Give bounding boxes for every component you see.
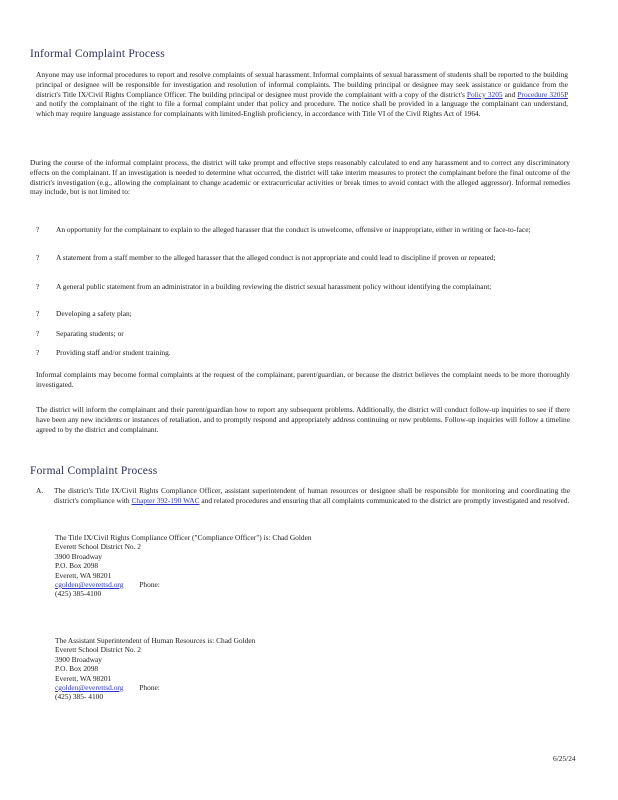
address-line: Everett School District No. 2 (55, 542, 142, 552)
formal-item-a (36, 486, 570, 516)
informal-intro-post: and notify the complainant of the right to file a formal complaint under that policy and procedure. The notice shall be provided in a language the complainant can understand, which may require language assistance for complainants with limited-English proficiency, in accordance with Title VI of the Civil Rights Act of 1964. (36, 99, 568, 119)
bullet-item (36, 329, 570, 339)
chapter-392-190-wac-link[interactable]: Chapter 392-190 WAC (131, 495, 200, 505)
bullet-item (36, 348, 570, 358)
procedure-3205p-link[interactable]: Procedure 3205P (517, 89, 568, 99)
during-paragraph: During the course of the informal complaint process, the district will take prompt and effective steps reasonably calculated to end any harassment and to correct any discriminatory effects on the complainant. If an investigation is needed to determine what occurred, the district will take interim measures to protect the complainant before the final outcome of the district's investigation (e.g., allowing the complainant to change academic or extracurricular activities or break times to avoid contact with the alleged aggressor). Informal remedies may include, but is not limited to: (30, 158, 570, 197)
formal-item-marker: A. (36, 486, 44, 495)
bullet-item (36, 309, 570, 319)
bullet-text: A statement from a staff member to the alleged harasser that the alleged conduct is not appropriate and could lead to discipline if proven or repeated; (56, 253, 496, 262)
footer-date: 6/25/24 (553, 754, 576, 763)
bullet-text: Developing a safety plan; (56, 309, 132, 318)
bullet-item (36, 282, 570, 302)
email-phone-line (55, 580, 355, 589)
informal-intro-pre: Anyone may use informal procedures to report and resolve complaints of sexual harassment. Informal complaints of sexual harassment of students shall be reported to the building principal or designee will be responsible for investigation and resolution of informal complaints. The building principal or designee may seek assistance or guidance from the district's Title IX/Civil Rights Compliance Officer. The building principal or designee must provide the complainant with a copy of the district's (36, 70, 568, 99)
formal-heading: Formal Complaint Process (30, 465, 158, 477)
email-phone-line (55, 683, 355, 692)
bullet-mark: ? (36, 348, 40, 357)
address-line: Everett, WA 98201 (55, 570, 112, 580)
bullet-text: Providing staff and/or student training. (56, 348, 171, 357)
compliance-officer-phone: (425) 385-4100 (55, 589, 102, 599)
may-become-formal-paragraph: Informal complaints may become formal complaints at the request of the complainant, parent/guardian, or because the district believes the complaint needs to be more thoroughly investigated. (36, 370, 570, 389)
address-line: 3900 Broadway (55, 654, 103, 664)
assistant-superintendent-email-link[interactable]: cgolden@everettsd.org (55, 682, 124, 692)
address-line: P.O. Box 2098 (55, 561, 99, 571)
formal-item-text (54, 486, 570, 506)
compliance-officer-email-link[interactable]: cgolden@everettsd.org (55, 579, 124, 589)
address-line: P.O. Box 2098 (55, 664, 99, 674)
bullet-mark: ? (36, 329, 40, 338)
assistant-superintendent-label: The Assistant Superintendent of Human Resources is: Chad Golden (55, 636, 256, 645)
policy-3205-link[interactable]: Policy 3205 (466, 89, 503, 99)
formal-item-pre: The district's Title IX/Civil Rights Compliance Officer, assistant superintendent of human resources or designee shall be responsible for monitoring and coordinating the district's compliance with (54, 486, 570, 505)
compliance-officer-contact (55, 533, 355, 599)
bullet-item (36, 253, 570, 273)
address-line: Everett School District No. 2 (55, 645, 142, 655)
bullet-mark: ? (36, 225, 40, 234)
informal-intro-and: and (504, 89, 516, 99)
assistant-superintendent-phone: (425) 385- 4100 (55, 692, 104, 702)
bullet-mark: ? (36, 253, 40, 262)
phone-label: Phone: (139, 682, 160, 692)
formal-item-post: and related procedures and ensuring that all complaints communicated to the district are promptly investigated and resolved. (201, 495, 570, 505)
bullet-text: Separating students; or (56, 329, 124, 338)
bullet-mark: ? (36, 282, 40, 291)
followup-paragraph: The district will inform the complainant and their parent/guardian how to report any subsequent problems. Additionally, the district will conduct follow-up inquiries to see if there have been any new incidents or instances of retaliation, and to promptly respond and appropriately address continuing or new problems. Follow-up inquiries will follow a timeline agreed to by the district and complainant. (36, 405, 570, 434)
bullet-text: A general public statement from an administrator in a building reviewing the district sexual harassment policy without identifying the complainant; (56, 282, 492, 291)
address-line: Everett, WA 98201 (55, 673, 112, 683)
assistant-superintendent-contact (55, 636, 355, 702)
bullet-mark: ? (36, 309, 40, 318)
compliance-officer-label: The Title IX/Civil Rights Compliance Officer ("Compliance Officer") is: Chad Golden (55, 533, 312, 542)
bullet-text: An opportunity for the complainant to explain to the alleged harasser that the conduct is unwelcome, offensive or inappropriate, either in writing or face-to-face; (56, 225, 531, 234)
informal-intro-paragraph (36, 70, 568, 119)
phone-label: Phone: (139, 579, 160, 589)
informal-heading: Informal Complaint Process (30, 48, 165, 60)
bullet-item (36, 225, 570, 245)
address-line: 3900 Broadway (55, 551, 103, 561)
